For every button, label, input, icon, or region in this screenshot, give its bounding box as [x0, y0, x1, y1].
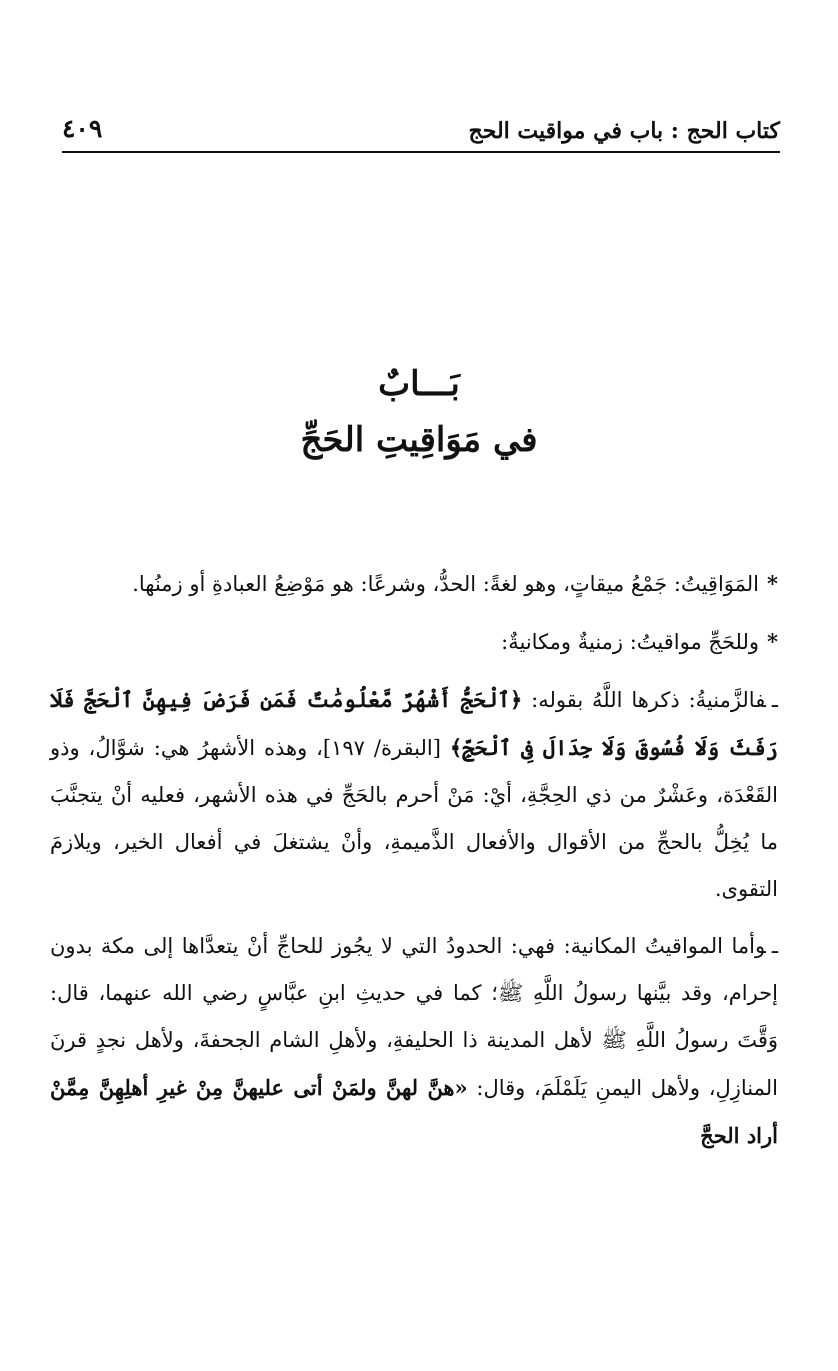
chapter-title: في مَوَاقِيتِ الحَجِّ: [300, 420, 538, 460]
chapter-heading-word: بَـــابٌ: [378, 364, 460, 404]
running-title: كتاب الحج : باب في مواقيت الحج: [468, 118, 780, 144]
paragraph-spatial: [50, 923, 778, 1160]
paragraph-definition: [50, 560, 778, 608]
paragraph-text: وللحَجِّ مواقيتُ: زمنيةٌ ومكانيةٌ:: [501, 630, 760, 654]
header-rule: [62, 151, 780, 153]
asterisk-marker: *: [767, 629, 778, 654]
asterisk-marker: *: [767, 571, 778, 596]
page-number: ٤٠٩: [62, 114, 103, 143]
dash-marker: ـ: [771, 934, 778, 958]
hadith-quote: «هنَّ لهنَّ ولمَنْ أتى عليهنَّ مِنْ غيرِ أهلِهِنَّ مِمَّنْ أراد الحجَّ: [50, 1075, 778, 1148]
paragraph-temporal: [50, 676, 778, 913]
quran-verse: ﴿ٱلْحَجُّ أَشْهُرٌ مَّعْلُومَٰتٌ فَمَن فَرَضَ فِيهِنَّ ٱلْحَجَّ فَلَا رَفَثَ وَلَا فُسُوقَ وَلَا جِدَالَ فِى ٱلْحَجِّ﴾: [50, 687, 778, 760]
dash-marker: ـ: [771, 688, 778, 712]
paragraph-text-continued: [البقرة/ ١٩٧]، وهذه الأشهرُ هي: شوَّالُ، وذو القَعْدَة، وعَشْرٌ من ذي الحِجَّةِ، أيْ: مَنْ أحرم بالحَجِّ في هذه الأشهر، فعليه أنْ يتجنَّبَ ما يُخِلُّ بالحجِّ من الأقوال والأفعال الذَّميمةِ، وأنْ يشتغلَ في أفعال الخير، ويلازمَ التقوى.: [50, 736, 778, 901]
paragraph-text: فالزَّمنيةُ: ذكرها اللَّهُ بقوله:: [531, 688, 766, 712]
body-text: [50, 560, 778, 1160]
page-header: [62, 112, 780, 152]
paragraph-text: المَوَاقِيتُ: جَمْعُ ميقاتٍ، وهو لغةً: الحدُّ، وشرعًا: هو مَوْضِعُ العبادةِ أو زمنُها.: [132, 572, 760, 596]
paragraph-types: [50, 618, 778, 666]
paragraph-text: وأما المواقيتُ المكانية: فهي: الحدودُ التي لا يجُوز للحاجِّ أنْ يتعدَّاها إلى مكة بدون إحرام، وقد بيَّنها رسولُ اللَّهِ ﷺ؛ كما في حديثِ ابنِ عبَّاسٍ رضي الله عنهما، قال: وَقَّتَ رسولُ اللَّهِ ﷺ لأهل المدينة ذا الحليفةِ، ولأهلِ الشام الجحفةَ، ولأهل نجدٍ قرنَ المنازِلِ، ولأهل اليمنِ يَلَمْلَمَ، وقال:: [50, 934, 778, 1100]
